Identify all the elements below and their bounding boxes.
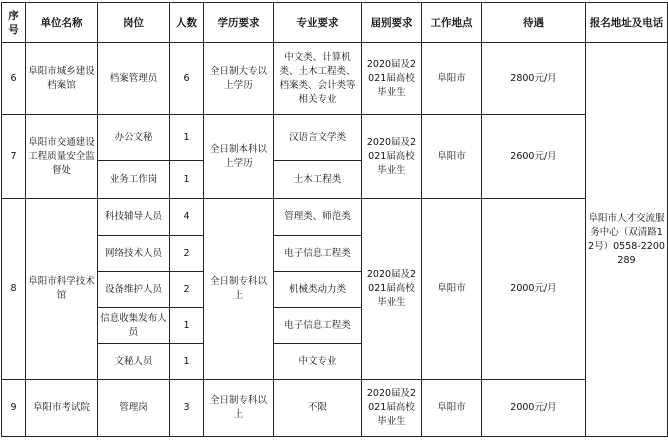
edu-cell: 全日制大专以上学历 — [204, 43, 274, 115]
major-cell: 电子信息工程类 — [274, 236, 362, 272]
post-cell: 管理岗 — [98, 380, 170, 437]
post-cell: 业务工作岗 — [98, 161, 170, 199]
count-cell: 4 — [170, 199, 204, 236]
edu-cell: 全日制专科以上 — [204, 199, 274, 380]
contact-cell: 阜阳市人才交流服务中心（双清路12号）0558-2200289 — [586, 43, 668, 437]
place-cell: 阜阳市 — [422, 380, 482, 437]
post-cell: 文秘人员 — [98, 344, 170, 380]
post-cell: 网络技术人员 — [98, 236, 170, 272]
unit-cell: 阜阳市城乡建设档案馆 — [26, 43, 98, 115]
table-row — [2, 115, 668, 161]
header-major: 专业要求 — [274, 3, 362, 43]
header-contact: 报名地址及电话 — [586, 3, 668, 43]
header-post: 岗位 — [98, 3, 170, 43]
post-cell: 档案管理员 — [98, 43, 170, 115]
pay-cell: 2600元/月 — [482, 115, 586, 199]
unit-cell: 阜阳市科学技术馆 — [26, 199, 98, 380]
unit-cell: 阜阳市交通建设工程质量安全监督处 — [26, 115, 98, 199]
count-cell: 3 — [170, 380, 204, 437]
major-cell: 机械类动力类 — [274, 272, 362, 308]
major-cell: 管理类、师范类 — [274, 199, 362, 236]
seq-cell: 9 — [2, 380, 26, 437]
place-cell: 阜阳市 — [422, 199, 482, 380]
count-cell: 1 — [170, 308, 204, 344]
count-cell: 1 — [170, 344, 204, 380]
pay-cell: 2000元/月 — [482, 380, 586, 437]
header-pay: 待遇 — [482, 3, 586, 43]
header-place: 工作地点 — [422, 3, 482, 43]
count-cell: 1 — [170, 115, 204, 161]
seq-cell: 6 — [2, 43, 26, 115]
seq-cell: 7 — [2, 115, 26, 199]
seq-cell: 8 — [2, 199, 26, 380]
header-seq: 序号 — [2, 3, 26, 43]
recruitment-table — [1, 2, 668, 437]
post-cell: 设备维护人员 — [98, 272, 170, 308]
place-cell: 阜阳市 — [422, 43, 482, 115]
post-cell: 科技辅导人员 — [98, 199, 170, 236]
major-cell: 电子信息工程类 — [274, 308, 362, 344]
grad-cell: 2020届及2021届高校毕业生 — [362, 115, 422, 199]
table-row — [2, 380, 668, 437]
major-cell: 中文专业 — [274, 344, 362, 380]
count-cell: 2 — [170, 236, 204, 272]
header-grad: 届别要求 — [362, 3, 422, 43]
edu-cell: 全日制专科以上 — [204, 380, 274, 437]
major-cell: 汉语言文学类 — [274, 115, 362, 161]
table-row — [2, 43, 668, 115]
major-cell: 土木工程类 — [274, 161, 362, 199]
major-cell: 中文类、计算机类、土木工程类、档案类、会计类等相关专业 — [274, 43, 362, 115]
header-row — [2, 3, 668, 43]
header-edu: 学历要求 — [204, 3, 274, 43]
major-cell: 不限 — [274, 380, 362, 437]
header-unit: 单位名称 — [26, 3, 98, 43]
table-row — [2, 199, 668, 236]
post-cell: 办公文秘 — [98, 115, 170, 161]
grad-cell: 2020届及2021届高校毕业生 — [362, 43, 422, 115]
header-count: 人数 — [170, 3, 204, 43]
pay-cell: 2800元/月 — [482, 43, 586, 115]
count-cell: 2 — [170, 272, 204, 308]
unit-cell: 阜阳市考试院 — [26, 380, 98, 437]
count-cell: 1 — [170, 161, 204, 199]
count-cell: 6 — [170, 43, 204, 115]
grad-cell: 2020届及2021届高校毕业生 — [362, 380, 422, 437]
post-cell: 信息收集发布人员 — [98, 308, 170, 344]
edu-cell: 全日制本科以上学历 — [204, 115, 274, 199]
pay-cell: 2000元/月 — [482, 199, 586, 380]
grad-cell: 2020届及2021届高校毕业生 — [362, 199, 422, 380]
place-cell: 阜阳市 — [422, 115, 482, 199]
